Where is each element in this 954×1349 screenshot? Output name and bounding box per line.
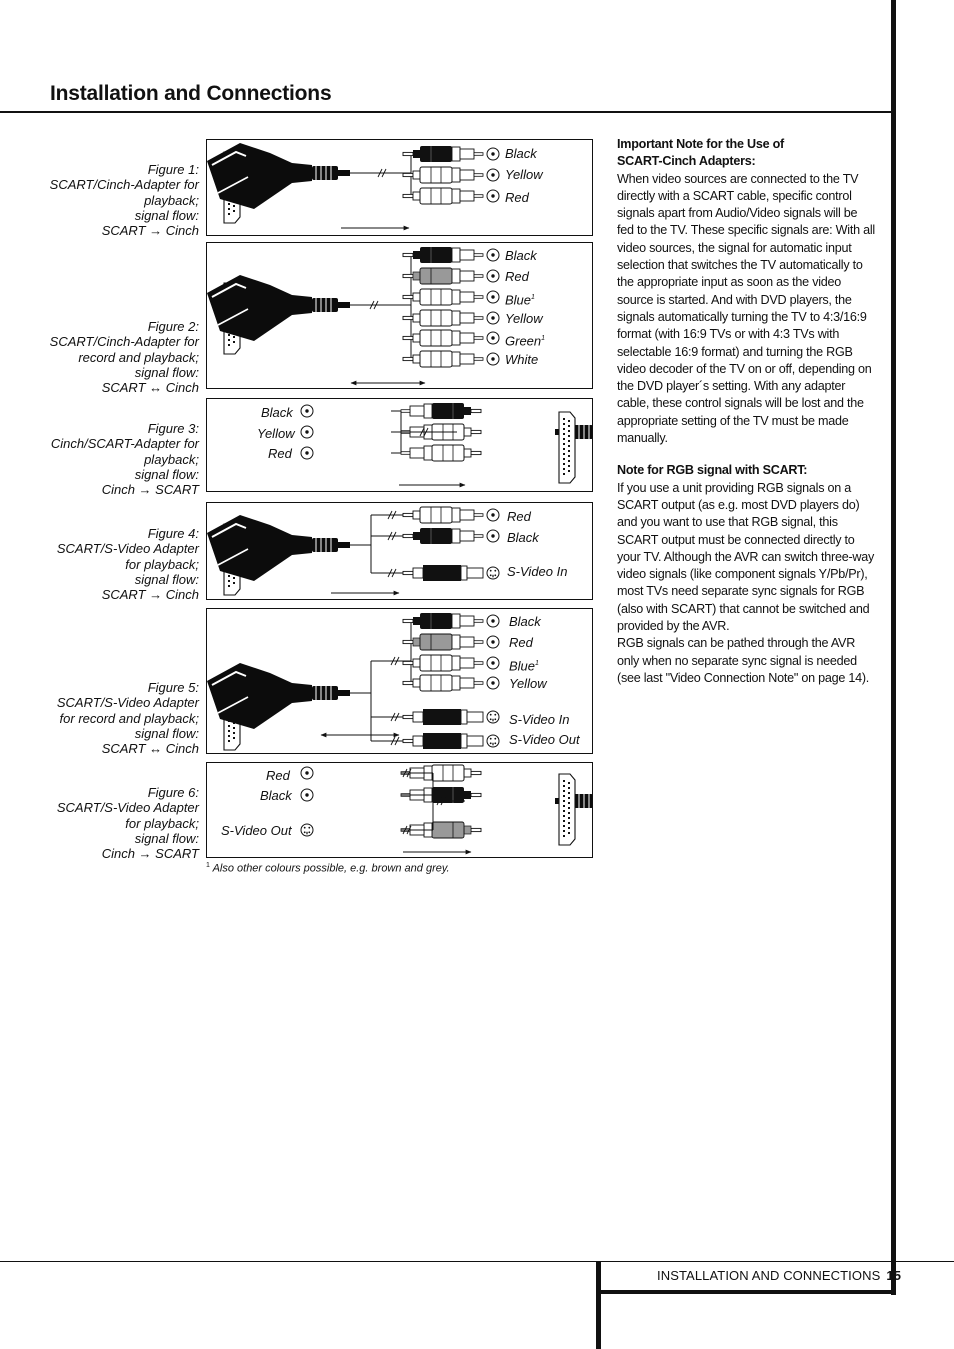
- signal-label: Red: [268, 446, 292, 461]
- figure-1-caption: Figure 1: SCART/Cinch-Adapter for playback; signal flow: SCART → Cinch: [49, 162, 199, 239]
- signal-label: Yellow: [509, 676, 547, 691]
- footer-corner-bar: [596, 1262, 601, 1349]
- signal-label: Black: [505, 146, 537, 161]
- note1-title: Important Note for the Use of SCART-Cinch Adapters:: [617, 137, 784, 169]
- signal-label: Yellow: [505, 167, 543, 182]
- figure-5-caption: Figure 5: SCART/S-Video Adapter for record and playback; signal flow: SCART ↔ Cinch: [56, 680, 199, 757]
- signal-label: Black: [260, 788, 292, 803]
- right-margin-bar: [891, 0, 896, 1295]
- figure-4-drawing: [207, 503, 592, 599]
- signal-label: Black: [507, 530, 539, 545]
- figure-4-diagram: [206, 502, 593, 600]
- notes-column: [617, 136, 875, 687]
- figure-2-caption: Figure 2: SCART/Cinch-Adapter for record and playback; signal flow: SCART ↔ Cinch: [49, 319, 199, 396]
- figure-6-drawing: [207, 763, 592, 857]
- signal-label: S-Video In: [509, 712, 570, 727]
- signal-label: S-Video Out: [221, 823, 292, 838]
- figure-5-diagram: [206, 608, 593, 754]
- figure-4-caption: Figure 4: SCART/S-Video Adapter for playback; signal flow: SCART → Cinch: [56, 526, 199, 603]
- page-title: Installation and Connections: [50, 82, 332, 105]
- signal-label: Black: [261, 405, 293, 420]
- note2-text-continued: RGB signals can be pathed through the AVR only when no separate sync signal is needed (see last "Video Connection Note" on page 14).: [617, 636, 870, 685]
- figure-3-diagram: [206, 398, 593, 492]
- signal-label: Red: [505, 190, 529, 205]
- figure-6-diagram: [206, 762, 593, 858]
- signal-label: Black: [509, 614, 541, 629]
- signal-label: Red: [509, 635, 533, 650]
- signal-label: Red: [505, 269, 529, 284]
- signal-label: Red: [507, 509, 531, 524]
- figure-1-diagram: [206, 139, 593, 236]
- note2-title: Note for RGB signal with SCART:: [617, 463, 808, 478]
- signal-label: S-Video In: [507, 564, 568, 579]
- signal-label-green: Green$^1$: [505, 333, 546, 349]
- footer-section: INSTALLATION AND CONNECTIONS: [657, 1268, 881, 1283]
- note1-text: When video sources are connected to the TV directly with a SCART cable, specific control signals apart from Audio/Video signals will be fed to the TV. These specific signals are: With all video sources, the signal for automatic input selection that switches the TV automatically to the appropriate input as soon as the video source is started. And with DVD players, the signals automatically turning the TV to 4:3/16:9 format (with 16:9 TVs or with 4:3 TVs with selectable 16:9 format) and turning the RGB video decoder of the TV on or off, depending on the DVD player´s setting. With any adapter cable, these control signals will be lost and the appropriate setting of the TV must be made manually.: [617, 171, 875, 446]
- footer-corner-rule: [601, 1290, 896, 1294]
- figure-6-caption: Figure 6: SCART/S-Video Adapter for playback; signal flow: Cinch → SCART: [56, 785, 199, 862]
- figure-2-diagram: [206, 242, 593, 389]
- signal-label-blue: Blue$^1$: [509, 658, 539, 674]
- signal-label: Red: [266, 768, 290, 783]
- signal-label: S-Video Out: [509, 732, 580, 747]
- figure-3-caption: Figure 3: Cinch/SCART-Adapter for playback; signal flow: Cinch → SCART: [50, 421, 199, 498]
- page-number: 15: [886, 1268, 902, 1283]
- footer-rule: [0, 1261, 954, 1262]
- title-rule: [0, 111, 896, 113]
- footnote: $^1$ Also other colours possible, e.g. brown and grey.: [206, 862, 450, 875]
- signal-label: Black: [505, 248, 537, 263]
- signal-label-blue: Blue$^1$: [505, 292, 535, 308]
- page-footer: [657, 1268, 901, 1283]
- signal-label: White: [505, 352, 539, 367]
- note2-text: If you use a unit providing RGB signals on a SCART output (as e.g. most DVD players do) and you want to use that RGB signal, this SCART output must be connected directly to your TV. Although the AVR can switch three-way video signals (like component signals Y/Pb/Pr), most TVs need separate sync signals for RGB (also with SCART) that cannot be switched and provided by the AVR.: [617, 480, 875, 634]
- signal-label: Yellow: [505, 311, 543, 326]
- signal-label: Yellow: [257, 426, 295, 441]
